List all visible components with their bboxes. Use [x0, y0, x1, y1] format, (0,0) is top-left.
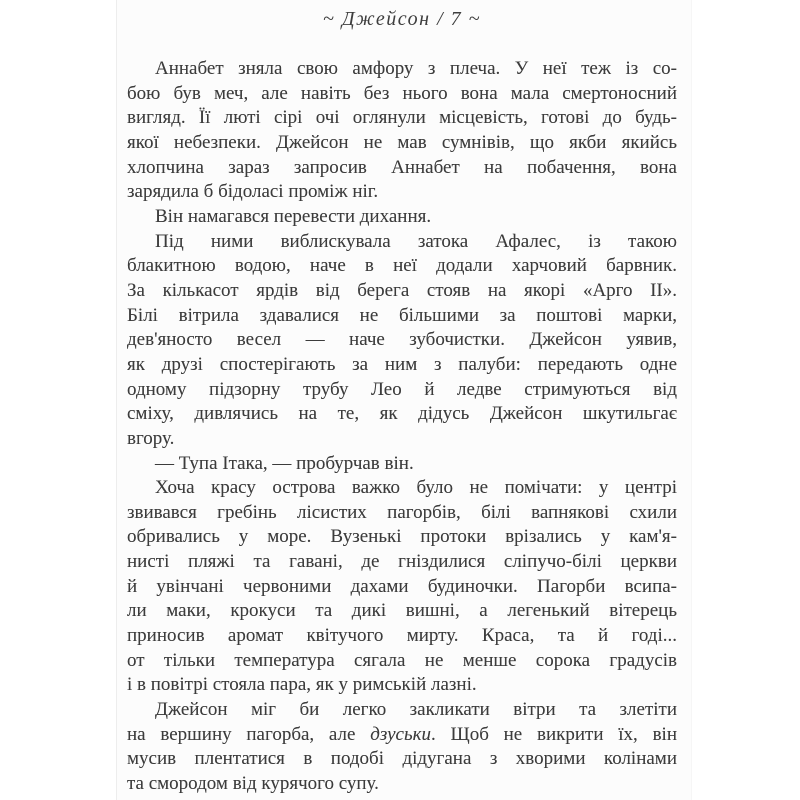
- text-line: вгору.: [127, 427, 175, 449]
- text-line: Під ними виблискувала затока Афалес, із такою: [155, 230, 677, 252]
- text-line: Хоча красу острова важко було не помічати: у центрі: [155, 477, 677, 499]
- text-line: от тільки температура сягала не менше сорока градусів: [127, 649, 677, 671]
- chapter-header: ~ Джейсон / 7 ~: [323, 8, 481, 30]
- text-line: вигляд. Її люті сірі очі оглянули місцевість, готові до будь-: [127, 107, 677, 129]
- text-line: й увінчані червоними дахами будиночки. Пагорби всипа-: [127, 575, 677, 597]
- text-line: та смородом від курячого супу.: [127, 773, 379, 795]
- text-line: обривались у море. Вузенькі протоки врізались у кам'я-: [127, 526, 677, 548]
- text-line: бою був меч, але навіть без нього вона мала смертоносний: [127, 82, 677, 104]
- text-line: якої небезпеки. Джейсон не мав сумнівів, що якби якийсь: [127, 131, 677, 153]
- text-line: мусив плентатися в подобі дідугана з хворими колінами: [127, 748, 677, 770]
- text-line: приносив аромат квітучого мирту. Краса, та й годі...: [127, 625, 677, 647]
- text-line: зарядила б бідоласі проміж ніг.: [127, 181, 379, 203]
- text-line: і в повітрі стояла пара, як у римській лазні.: [127, 674, 477, 696]
- text-line: ли маки, крокуси та дикі вишні, а легенький вітерець: [127, 600, 677, 622]
- page-body: [127, 57, 677, 797]
- text-line: За кількасот ярдів від берега стояв на якорі «Арго II».: [127, 279, 677, 301]
- text-line: Він намагався перевести дихання.: [155, 205, 432, 227]
- text-line: як друзі спостерігають за ним з палуби: передають одне: [127, 353, 677, 375]
- text-line: Джейсон міг би легко закликати вітри та злетіти: [155, 699, 677, 721]
- text-line: сміху, дивлячись на те, як дідусь Джейсон шкутильгає: [127, 403, 677, 425]
- text-line: Білі вітрила здавалися не більшими за поштові марки,: [127, 304, 677, 326]
- text-line: блакитною водою, наче в неї додали харчовий барвник.: [127, 255, 677, 277]
- text-line: на вершину пагорба, але дзуськи. Щоб не викрити їх, він: [127, 723, 677, 745]
- text-line: одному підзорну трубу Лео й ледве стримуються від: [127, 378, 677, 400]
- text-line: дев'яносто весел — наче зубочистки. Джейсон уявив,: [127, 329, 677, 351]
- text-line: хлопчина зараз запросив Аннабет на побачення, вона: [127, 156, 677, 178]
- text-line: звивався гребінь лісистих пагорбів, білі вапнякові схили: [127, 501, 677, 523]
- text-line: — Тупа Ітака, — пробурчав він.: [155, 452, 414, 474]
- text-line: Аннабет зняла свою амфору з плеча. У неї теж із со-: [155, 58, 677, 79]
- text-line: нисті пляжі та гавані, де гніздилися сліпучо-білі церкви: [127, 551, 677, 573]
